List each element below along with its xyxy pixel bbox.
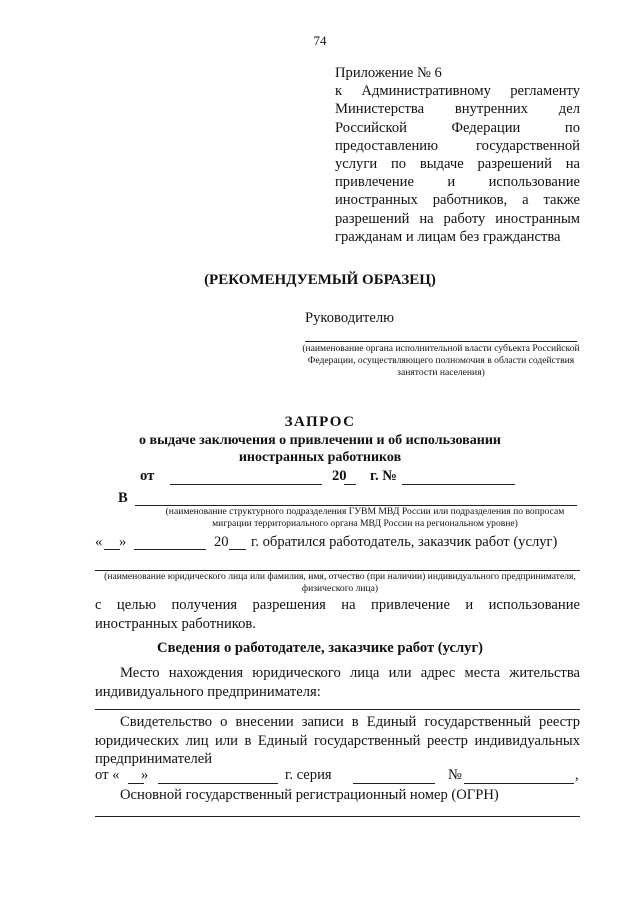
appendix-line: привлечение и использование [335,174,580,191]
series-fill-line [353,783,435,784]
request-year-line [344,484,356,485]
employer-text: г. обратился работодатель, заказчик работ (услуг) [251,534,558,550]
number-label: г. № [370,468,397,484]
appendix-line: гражданам и лицам без гражданства [335,228,561,245]
appendix-reference [335,64,580,246]
number-fill-line [464,783,574,784]
location-line: индивидуального предпринимателя: [95,683,321,700]
appendix-line: Приложение № 6 [335,65,442,81]
section-title: Сведения о работодателе, заказчике работ (услуг) [157,640,483,656]
request-date-line [170,484,322,485]
purpose-line: иностранных работников. [95,615,256,632]
number-label: № [448,767,462,783]
comma: , [575,767,579,783]
purpose-line: с целью получения разрешения на привлечение и использование [95,597,580,613]
month-fill-line [158,783,278,784]
ogrn-label: Основной государственный регистрационный номер (ОГРН) [120,787,499,803]
recipient-hint: (наименование структурного подразделения ГУВМ МВД России или подразделения по вопросам миграции территориального органа МВД России на региональном уровне) [165,506,565,529]
location-paragraph [95,664,580,701]
appendix-line: иностранных работников, а также [335,192,580,209]
request-number-line [402,484,515,485]
series-label: г. серия [285,767,332,783]
sample-heading: (РЕКОМЕНДУЕМЫЙ ОБРАЗЕЦ) [204,272,436,288]
appendix-line: разрешений на работу иностранным [335,210,580,227]
from-label: от « [95,767,120,783]
location-line: Место нахождения юридического лица или адрес места жительства [120,665,580,681]
year-label: 20 [332,468,347,484]
purpose-text [95,596,580,633]
month-fill-line [134,549,206,550]
certificate-line: юридических лиц или в Единый государственный реестр индивидуальных [95,732,580,749]
quote-close: » [119,534,127,550]
certificate-line: предпринимателей [95,751,213,767]
addressee-label: Руководителю [305,310,395,326]
appendix-line: Российской Федерации по [335,119,580,136]
quote-close: » [141,767,149,783]
from-label: от [140,468,155,484]
certificate-paragraph [95,713,580,769]
recipient-label: В [118,490,128,506]
appendix-line: к Административному регламенту [335,83,580,100]
day-fill-line [128,783,144,784]
appendix-line: предоставлению государственной [335,137,580,154]
addressee-hint: (наименование органа исполнительной власти субъекта Российской Федерации, осуществляющего полномочия в области содействия занятости населения) [302,343,580,378]
day-fill-line [104,549,120,550]
certificate-line: Свидетельство о внесении записи в Единый государственный реестр [120,714,580,730]
year-fill-line [229,549,246,550]
request-title: ЗАПРОС [284,414,356,430]
appendix-line: Министерства внутренних дел [335,101,580,118]
location-fill-line [95,709,580,710]
page-number: 74 [313,33,327,48]
request-subtitle: о выдаче заключения о привлечении и об использовании иностранных работников [139,433,501,465]
addressee-fill-line [305,341,577,342]
employer-hint: (наименование юридического лица или фамилия, имя, отчество (при наличии) индивидуального предпринимателя, физического лица) [104,571,576,594]
quote-open: « [95,534,103,550]
ogrn-fill-line [95,816,580,817]
appendix-line: услуги по выдаче разрешений на [335,156,580,173]
year-label: 20 [214,534,229,550]
